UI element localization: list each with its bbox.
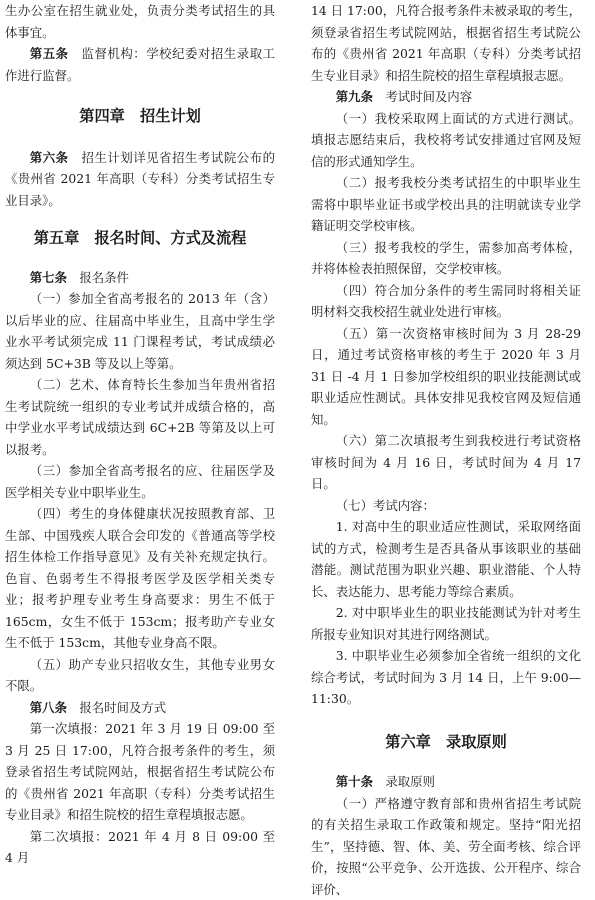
paragraph: （四）考生的身体健康状况按照教育部、卫生部、中国残疾人联合会印发的《普通高等学校招生体检工作指导意见》及有关补充规定执行。色盲、色弱考生不得报考医学及医学相关类专业；报考护理专业考生身高要求：男生不低于 165cm，女生不低于 153cm；报考助产专业女生不低于 153cm，其他专业身高不限。 xyxy=(5,503,275,654)
right-column xyxy=(311,0,581,900)
paragraph: 2. 对中职毕业生的职业技能测试为针对考生所报专业知识对其进行网络测试。 xyxy=(311,602,581,645)
paragraph: 3. 中职毕业生必须参加全省统一组织的文化综合考试，考试时间为 3 月 14 日，上午 9:00—11:30。 xyxy=(311,645,581,710)
article-label: 第十条 xyxy=(336,774,373,789)
paragraph: （五）第一次资格审核时间为 3 月 28-29 日，通过考试资格审核的考生于 2020 年 3 月 31 日 -4 月 1 日参加学校组织的职业技能测试或职业适应性测试。具体安排见我校官网及短信通知。 xyxy=(311,323,581,431)
paragraph: （二）报考我校分类考试招生的中职毕业生需将中职毕业证书或学校出具的注明就读专业学籍证明交学校审核。 xyxy=(311,172,581,237)
article-label: 第五条 xyxy=(30,46,69,61)
article-7-heading xyxy=(5,267,275,289)
paragraph: 1. 对高中生的职业适应性测试，采取网络面试的方式，检测考生是否具备从事该职业的基础潜能。测试范围为职业兴趣、职业潜能、个人特长、表达能力、思考能力等综合素质。 xyxy=(311,516,581,602)
chapter-6-title: 第六章 录取原则 xyxy=(311,732,581,754)
article-label: 第八条 xyxy=(30,700,67,715)
paragraph: （一）参加全省高考报名的 2013 年（含）以后毕业的应、往届高中毕业生，且高中学生学业水平考试须完成 11 门课程考试，考试成绩必须达到 5C+3B 等及以上等第。 xyxy=(5,288,275,374)
chapter-5-title: 第五章 报名时间、方式及流程 xyxy=(5,228,275,250)
paragraph: （一）我校采取网上面试的方式进行测试。填报志愿结束后，我校将考试安排通过官网及短信的形式通知学生。 xyxy=(311,108,581,173)
paragraph: （六）第二次填报考生到我校进行考试资格审核时间为 4 月 16 日，考试时间为 4 月 17 日。 xyxy=(311,430,581,495)
paragraph: （五）助产专业只招收女生，其他专业男女不限。 xyxy=(5,654,275,697)
article-label: 第九条 xyxy=(336,89,373,104)
article-title: 报名条件 xyxy=(79,270,129,285)
article-9-heading xyxy=(311,86,581,108)
left-column xyxy=(5,0,275,869)
chapter-4-title: 第四章 招生计划 xyxy=(5,106,275,128)
article-title: 录取原则 xyxy=(385,774,435,789)
paragraph: （一）严格遵守教育部和贵州省招生考试院的有关招生录取工作政策和规定。坚持“阳光招生”，坚持德、智、体、美、劳全面考核、综合评价，按照“公平竞争、公开选拔、公开程序、综合评价、 xyxy=(311,793,581,900)
article-10-heading xyxy=(311,771,581,793)
article-text: 监督机构：学校纪委对招生录取工作进行监督。 xyxy=(5,46,275,83)
paragraph: 第一次填报：2021 年 3 月 19 日 09:00 至 3 月 25 日 17:00，凡符合报考条件的考生，须登录省招生考试院网站，根据省招生考试院公布的《贵州省 2021 年高职（专科）分类考试招生专业目录》和招生院校的招生章程填报志愿。 xyxy=(5,718,275,826)
article-8-heading xyxy=(5,697,275,719)
paragraph: （四）符合加分条件的考生需同时将相关证明材料交我校招生就业处进行审核。 xyxy=(311,280,581,323)
article-label: 第六条 xyxy=(30,150,69,165)
paragraph: （二）艺术、体育特长生参加当年贵州省招生考试院统一组织的专业考试并成绩合格的，高中学业水平考试成绩达到 6C+2B 等第及以上可以报考。 xyxy=(5,374,275,460)
article-text: 招生计划详见省招生考试院公布的《贵州省 2021 年高职（专科）分类考试招生专业目录》。 xyxy=(5,150,275,208)
paragraph: （三）报考我校的学生，需参加高考体检，并将体检表拍照保留，交学校审核。 xyxy=(311,237,581,280)
paragraph: 第二次填报：2021 年 4 月 8 日 09:00 至 4 月 xyxy=(5,826,275,869)
article-title: 报名时间及方式 xyxy=(79,700,166,715)
article-label: 第七条 xyxy=(30,270,67,285)
paragraph: 14 日 17:00，凡符合报考条件未被录取的考生，须登录省招生考试院网站，根据省招生考试院公布的《贵州省 2021 年高职（专科）分类考试招生专业目录》和招生院校的招生章程填报志愿。 xyxy=(311,0,581,86)
article-6 xyxy=(5,147,275,212)
paragraph: 生办公室在招生就业处，负责分类考试招生的具体事宜。 xyxy=(5,0,275,43)
article-title: 考试时间及内容 xyxy=(385,89,472,104)
paragraph: （七）考试内容： xyxy=(311,495,581,517)
paragraph: （三）参加全省高考报名的应、往届医学及医学相关专业中职毕业生。 xyxy=(5,460,275,503)
article-5 xyxy=(5,43,275,86)
